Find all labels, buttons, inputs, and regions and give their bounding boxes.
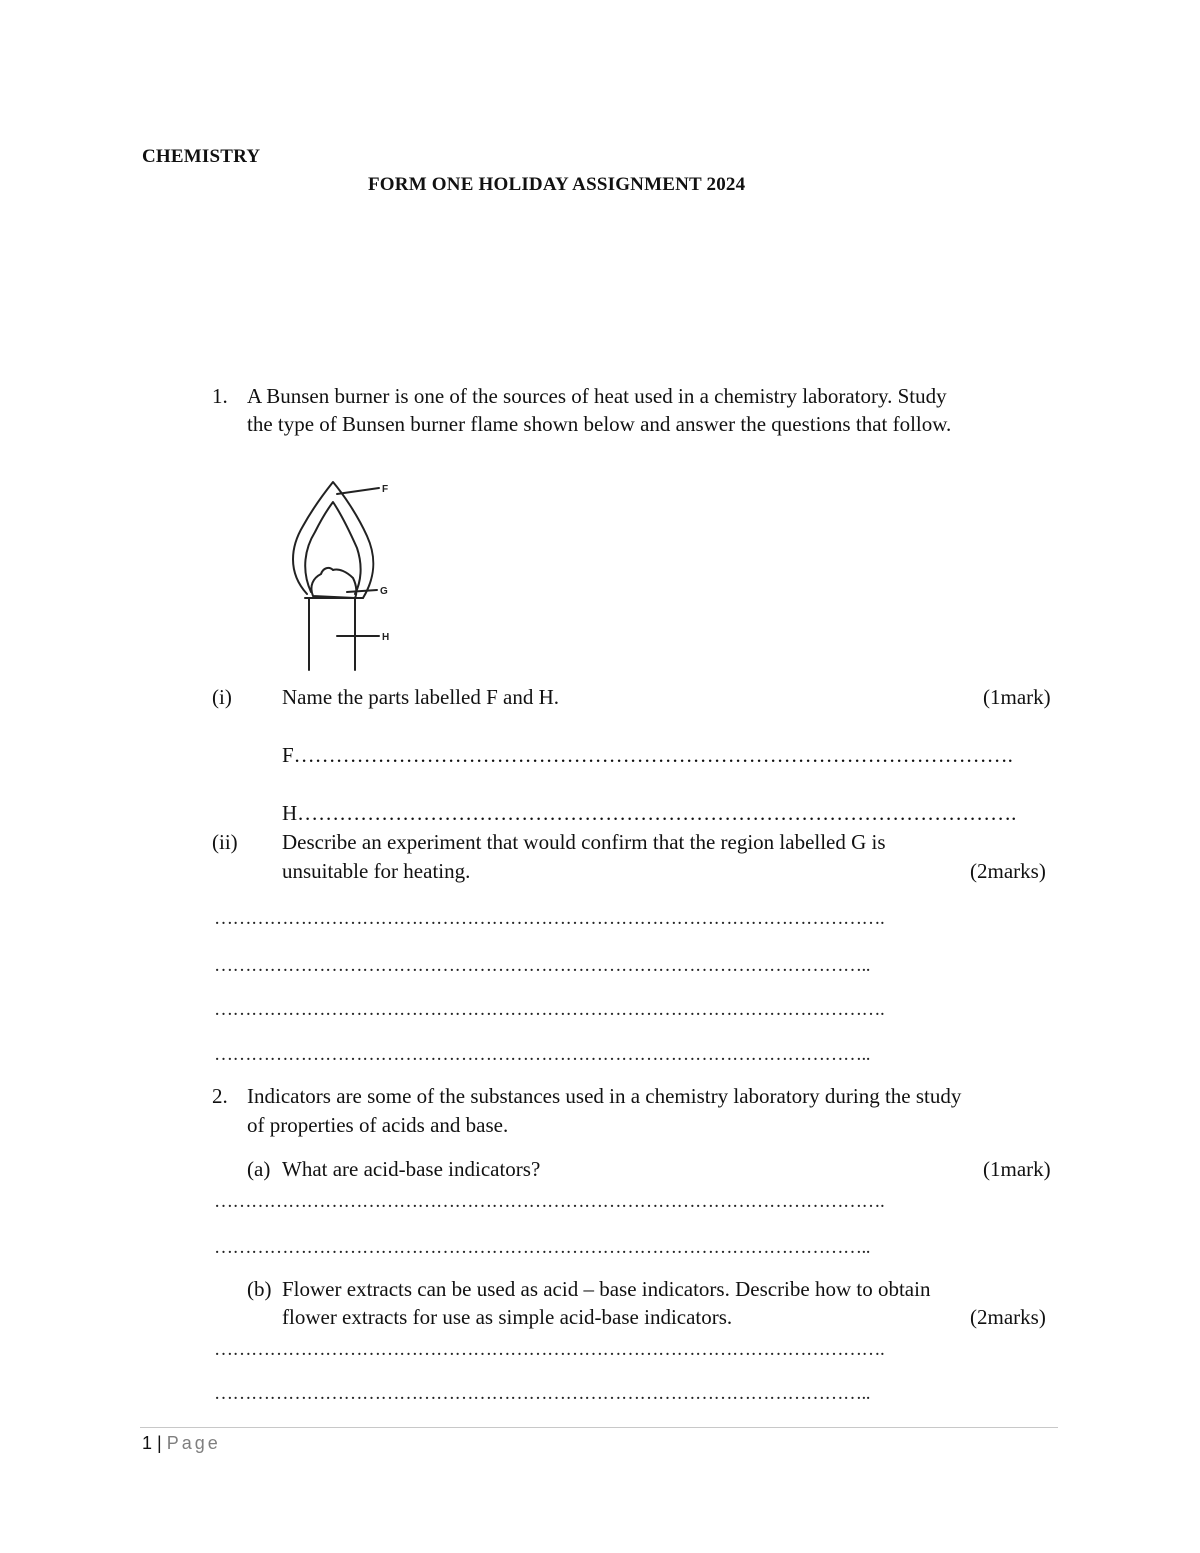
answer-line[interactable]: ……………………………………………………………………………………………..: [214, 955, 870, 976]
q1-part-i-label: (i): [212, 685, 232, 709]
footer-divider: [140, 1427, 1058, 1428]
q1-part-i-text: Name the parts labelled F and H.: [282, 685, 559, 709]
answer-line[interactable]: ……………………………………………………………………………………………..: [214, 1237, 870, 1258]
label-h: H: [382, 632, 390, 643]
q1-part-i-marks: (1mark): [983, 685, 1051, 709]
q2-number: 2.: [212, 1084, 228, 1108]
q2-part-a-marks: (1mark): [983, 1157, 1051, 1181]
page-footer: [142, 1433, 221, 1454]
q2-part-b-marks: (2marks): [970, 1305, 1046, 1329]
subject-heading: CHEMISTRY: [142, 146, 261, 167]
bunsen-flame-diagram: [285, 474, 415, 674]
q1-answer-f[interactable]: F………………………………………………………………………………………….: [282, 743, 1013, 767]
q1-part-ii-line1: Describe an experiment that would confirm that the region labelled G is: [282, 830, 886, 854]
q2-text-line2: of properties of acids and base.: [247, 1113, 509, 1137]
answer-line[interactable]: ……………………………………………………………………………………………..: [214, 1383, 870, 1404]
label-f: F: [382, 484, 389, 495]
answer-line[interactable]: ……………………………………………………………………………………………..: [214, 1044, 870, 1065]
q2-part-a-label: (a): [247, 1157, 271, 1181]
q1-text-line1: A Bunsen burner is one of the sources of heat used in a chemistry laboratory. Study: [247, 384, 947, 408]
q2-part-a-text: What are acid-base indicators?: [282, 1157, 541, 1181]
q1-text-line2: the type of Bunsen burner flame shown below and answer the questions that follow.: [247, 412, 952, 436]
leader-f: [337, 488, 379, 494]
q2-part-b-line2: flower extracts for use as simple acid-base indicators.: [282, 1305, 733, 1329]
q1-part-ii-label: (ii): [212, 830, 238, 854]
answer-line[interactable]: ……………………………………………………………………………………………….: [214, 1191, 885, 1212]
answer-line[interactable]: ……………………………………………………………………………………………….: [214, 999, 885, 1020]
q2-part-b-label: (b): [247, 1277, 272, 1301]
q1-answer-h[interactable]: H………………………………………………………………………………………….: [282, 801, 1017, 825]
page-number: 1: [142, 1433, 153, 1453]
page-word: Page: [166, 1433, 221, 1453]
q1-part-ii-marks: (2marks): [970, 859, 1046, 883]
answer-line[interactable]: ……………………………………………………………………………………………….: [214, 1339, 885, 1360]
label-g: G: [380, 586, 388, 597]
leader-g: [347, 590, 377, 592]
page-separator: |: [157, 1433, 162, 1453]
page-title: FORM ONE HOLIDAY ASSIGNMENT 2024: [368, 174, 746, 195]
q2-text-line1: Indicators are some of the substances used in a chemistry laboratory during the study: [247, 1084, 962, 1108]
q1-number: 1.: [212, 384, 228, 408]
outer-flame-outline: [293, 482, 373, 598]
q1-part-ii-line2: unsuitable for heating.: [282, 859, 471, 883]
unburnt-gas-zone: [311, 568, 356, 598]
q2-part-b-line1: Flower extracts can be used as acid – base indicators. Describe how to obtain: [282, 1277, 931, 1301]
answer-line[interactable]: ……………………………………………………………………………………………….: [214, 908, 885, 929]
